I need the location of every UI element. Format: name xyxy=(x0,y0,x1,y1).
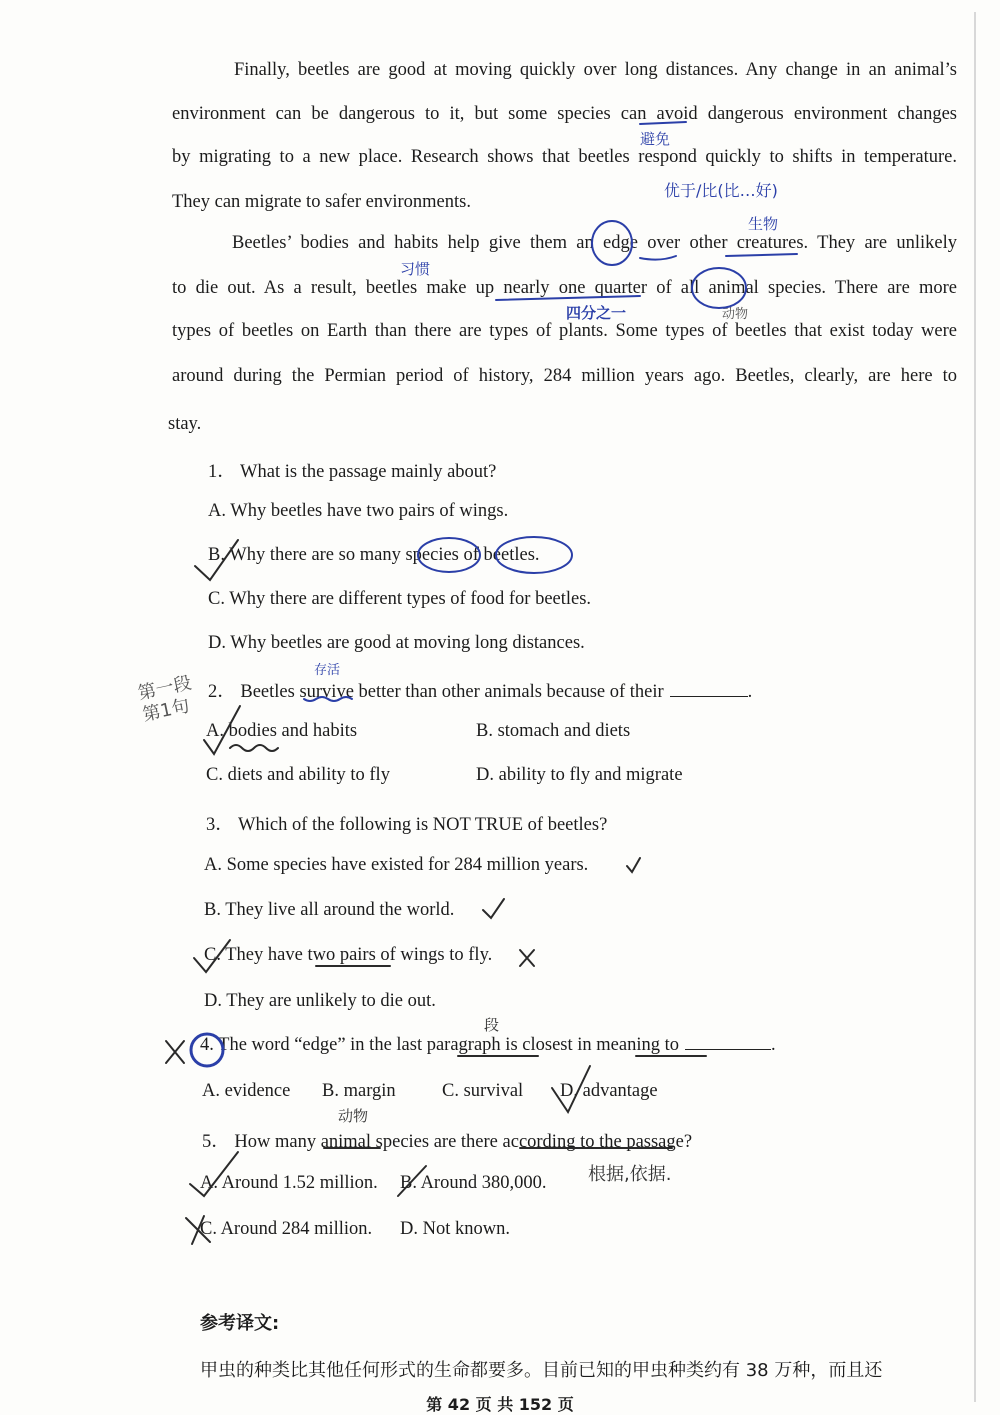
handwritten-note: 段 xyxy=(484,1016,500,1034)
over-underline xyxy=(640,256,676,260)
passage-line: Beetles’ bodies and habits help give them an edge over other creatures. They are unlikely xyxy=(232,233,957,253)
passage-line: types of beetles on Earth than there are types of plants. Some types of beetles that exist today were xyxy=(172,321,957,341)
question-4-stem-text: 4. The word “edge” in the last paragraph is closest in meaning to xyxy=(200,1035,679,1055)
answer-blank xyxy=(685,1035,771,1050)
handwritten-note: 四分之一 xyxy=(566,304,627,322)
question-1-stem: 1． What is the passage mainly about? xyxy=(208,462,497,482)
reference-heading: 参考译文: xyxy=(200,1313,280,1334)
question-3-stem: 3． Which of the following is NOT TRUE of beetles? xyxy=(206,815,608,835)
passage-line: Finally, beetles are good at moving quickly over long distances. Any change in an animal’s xyxy=(234,60,957,80)
handwritten-note: 习惯 xyxy=(400,260,431,278)
question-4-option-a: A. evidence xyxy=(202,1081,291,1101)
handwritten-note: 根据,依据. xyxy=(588,1164,672,1185)
answer-blank xyxy=(670,682,748,697)
bodies-squiggle xyxy=(230,745,278,751)
question-2-stem: 2． Beetles survive better than other animals because of their . xyxy=(208,682,753,702)
question-2-stem-text: 2． Beetles survive better than other animals because of their xyxy=(208,682,664,702)
handwritten-note: 生物 xyxy=(748,215,779,233)
question-3-option-c: C. They have two pairs of wings to fly. xyxy=(204,945,493,965)
question-5-option-d: D. Not known. xyxy=(400,1219,510,1239)
question-2-option-a: A. bodies and habits xyxy=(206,721,358,741)
question-4-option-d: D. advantage xyxy=(560,1081,658,1101)
question-1-option-c: C. Why there are different types of food for beetles. xyxy=(208,589,592,609)
question-2-option-c: C. diets and ability to fly xyxy=(206,765,390,785)
handwritten-note: 动物 xyxy=(338,1107,369,1125)
question-1-option-a: A. Why beetles have two pairs of wings. xyxy=(208,501,509,521)
passage-line: They can migrate to safer environments. xyxy=(172,192,471,212)
question-5-option-b: B. Around 380,000. xyxy=(400,1173,547,1193)
creatures-underline xyxy=(726,254,797,256)
q4-cross-mark xyxy=(166,1041,184,1063)
passage-line: stay. xyxy=(168,414,202,434)
q3a-check-mark xyxy=(627,858,640,872)
question-4-option-c: C. survival xyxy=(442,1081,524,1101)
handwritten-note: 避免 xyxy=(640,130,671,148)
question-4-option-b: B. margin xyxy=(322,1081,396,1101)
page-edge xyxy=(974,12,976,1402)
question-2-option-d: D. ability to fly and migrate xyxy=(476,765,683,785)
question-5-option-a: A. Around 1.52 million. xyxy=(200,1173,378,1193)
handwritten-note: 优于/比(比…好) xyxy=(664,181,778,200)
page-number: 第 42 页 共 152 页 xyxy=(426,1395,574,1414)
question-5-option-c: C. Around 284 million. xyxy=(200,1219,373,1239)
question-3-option-a: A. Some species have existed for 284 million years. xyxy=(204,855,589,875)
question-5-stem: 5． How many animal species are there according to the passage? xyxy=(202,1132,693,1152)
passage-line: around during the Permian period of history, 284 million years ago. Beetles, clearly, are here to xyxy=(172,366,957,386)
reference-text: 甲虫的种类比其他任何形式的生命都要多。目前已知的甲虫种类约有 38 万种，而且还 xyxy=(200,1360,883,1381)
question-2-option-b: B. stomach and diets xyxy=(476,721,631,741)
question-4-stem: 4. The word “edge” in the last paragraph is closest in meaning to . xyxy=(200,1035,776,1055)
passage-line: environment can be dangerous to it, but some species can avoid dangerous environment changes xyxy=(172,104,957,124)
question-3-option-b: B. They live all around the world. xyxy=(204,900,455,920)
q3c-cross-mark xyxy=(520,950,534,966)
passage-line: to die out. As a result, beetles make up nearly one quarter of all animal species. There are more xyxy=(172,278,957,298)
question-1-option-d: D. Why beetles are good at moving long distances. xyxy=(208,633,585,653)
handwritten-note: 动物 xyxy=(722,307,749,322)
question-1-option-b: B. Why there are so many species of beetles. xyxy=(208,545,540,565)
passage-line: by migrating to a new place. Research shows that beetles respond quickly to shifts in temperature. xyxy=(172,147,957,167)
handwritten-note: 存活 xyxy=(314,663,341,678)
q3b-check-mark xyxy=(483,899,504,918)
question-3-option-d: D. They are unlikely to die out. xyxy=(204,991,436,1011)
handwritten-margin-note: 第一段 第1句 xyxy=(136,672,194,726)
